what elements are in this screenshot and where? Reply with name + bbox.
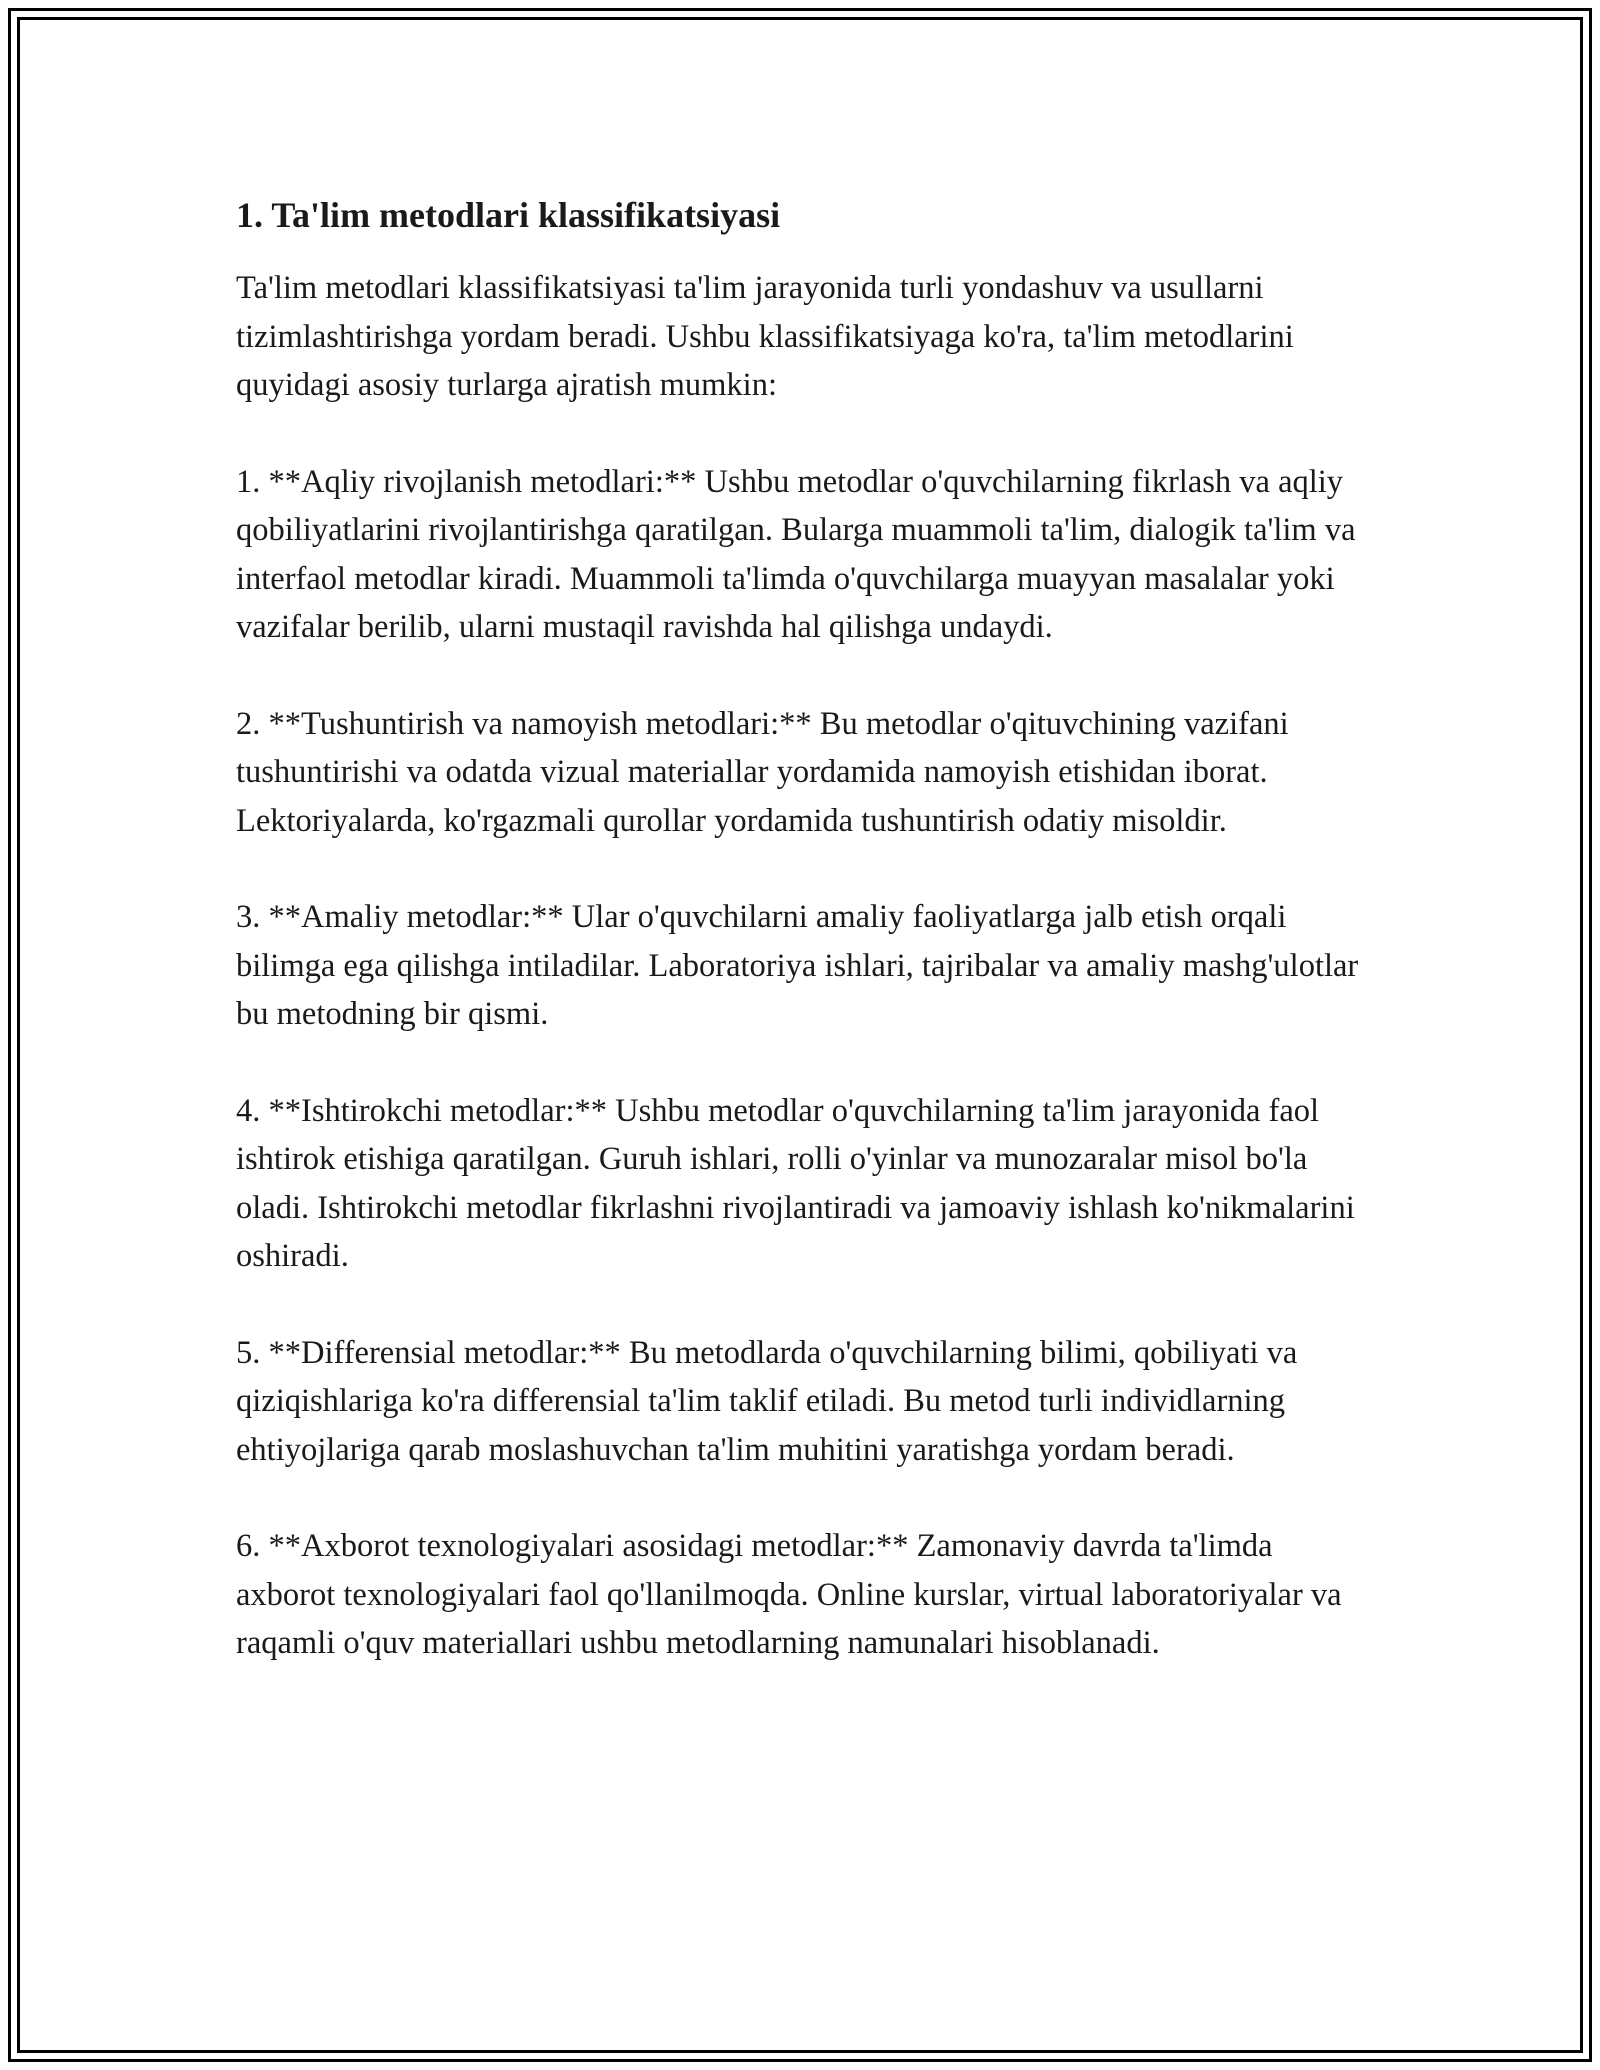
intro-paragraph: Ta'lim metodlari klassifikatsiyasi ta'lim jarayonida turli yondashuv va usullarni tizimlashtirishga yordam beradi. Ushbu klassifikatsiyaga ko'ra, ta'lim metodlarini quyidagi asosiy turlarga ajratish mumkin: — [236, 270, 1294, 403]
document-heading: 1. Ta'lim metodlari klassifikatsiyasi — [236, 195, 781, 235]
method-paragraph-6: 6. **Axborot texnologiyalari asosidagi metodlar:** Zamonaviy davrda ta'limda axborot texnologiyalari faol qo'llanilmoqda. Online kurslar, virtual laboratoriyalar va raqamli o'quv materiallari ushbu metodlarning namunalari hisoblanadi. — [236, 1528, 1342, 1661]
method-paragraph-1: 1. **Aqliy rivojlanish metodlari:** Ushbu metodlar o'quvchilarning fikrlash va aqliy qobiliyatlarini rivojlantirishga qaratilgan. Bularga muammoli ta'lim, dialogik ta'lim va interfaol metodlar kiradi. Muammoli ta'limda o'quvchilarga muayyan masalalar yoki vazifalar berilib, ularni mustaqil ravishda hal qilishga undaydi. — [236, 463, 1356, 645]
method-paragraph-4: 4. **Ishtirokchi metodlar:** Ushbu metodlar o'quvchilarning ta'lim jarayonida faol ishtirok etishiga qaratilgan. Guruh ishlari, rolli o'yinlar va munozaralar misol bo'la oladi. Ishtirokchi metodlar fikrlashni rivojlantiradi va jamoaviy ishlash ko'nikmalarini oshiradi. — [236, 1092, 1355, 1274]
method-paragraph-2: 2. **Tushuntirish va namoyish metodlari:** Bu metodlar o'qituvchining vazifani tushuntirishi va odatda vizual materiallar yordamida namoyish etishidan iborat. Lektoriyalarda, ko'rgazmali qurollar yordamida tushuntirish odatiy misoldir. — [236, 705, 1289, 839]
document-body — [236, 184, 1371, 1716]
method-paragraph-3: 3. **Amaliy metodlar:** Ular o'quvchilarni amaliy faoliyatlarga jalb etish orqali bilimga ega qilishga intiladilar. Laboratoriya ishlari, tajribalar va amaliy mashg'ulotlar bu metodning bir qismi. — [236, 899, 1359, 1032]
method-paragraph-5: 5. **Differensial metodlar:** Bu metodlarda o'quvchilarning bilimi, qobiliyati va qiziqishlariga ko'ra differensial ta'lim taklif etiladi. Bu metod turli individlarning ehtiyojlariga qarab moslashuvchan ta'lim muhitini yaratishga yordam beradi. — [236, 1334, 1298, 1468]
